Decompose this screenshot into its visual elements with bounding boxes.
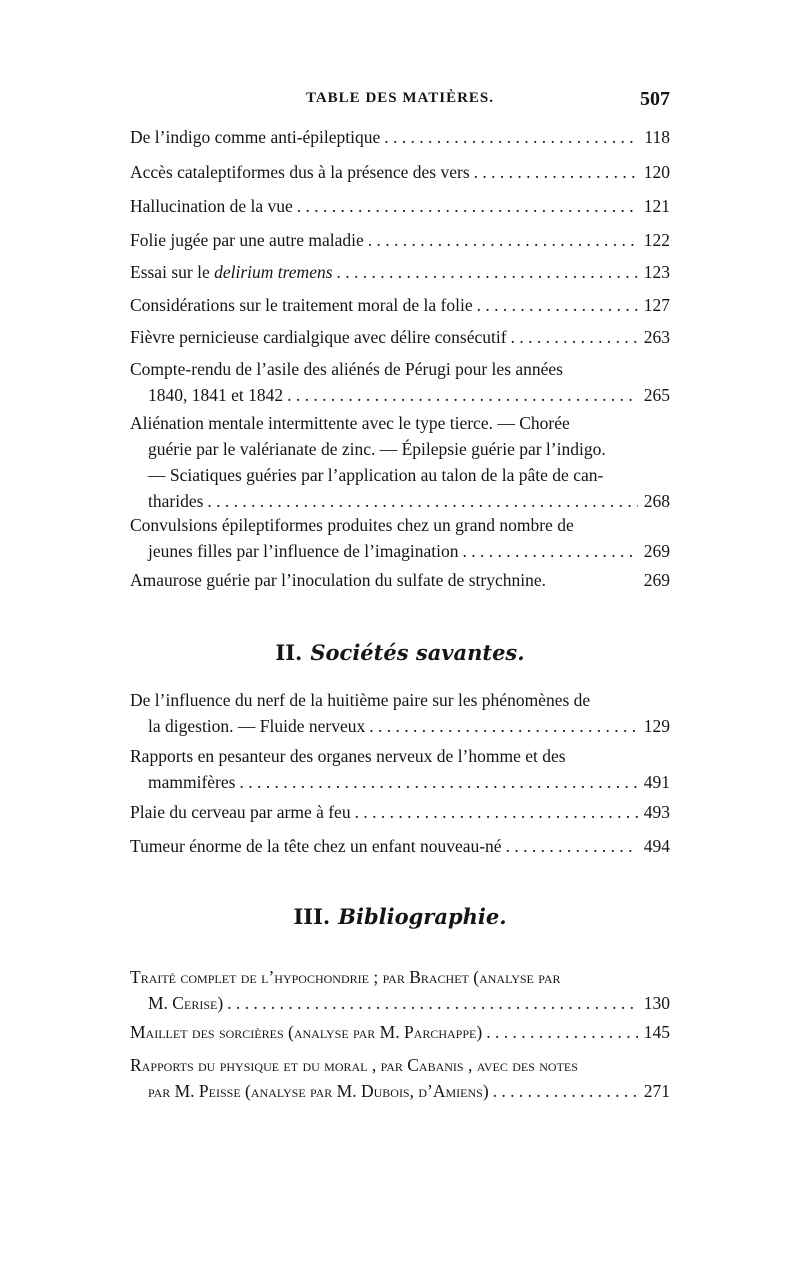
entry-page: 121: [643, 196, 670, 216]
leader-dots: [482, 1019, 638, 1045]
section-title: Sociétés savantes.: [310, 640, 525, 665]
entry-text: Considérations sur le traitement moral de la folie: [130, 295, 473, 315]
section-heading: [130, 640, 670, 665]
entry-page: 269: [643, 570, 670, 590]
entry-page: 118: [644, 127, 670, 147]
leader-dots: [459, 538, 638, 564]
toc-entry: [130, 356, 670, 408]
toc-entry: [130, 567, 670, 593]
section-numeral: II.: [275, 640, 303, 665]
entry-line: mammifères: [148, 772, 236, 792]
entry-page: 123: [643, 262, 670, 282]
entry-text: Folie jugée par une autre maladie: [130, 230, 364, 250]
entry-page: 265: [643, 385, 670, 405]
entry-line: jeunes filles par l’influence de l’imagination: [148, 541, 459, 561]
entry-line: Compte-rendu de l’asile des aliénés de Pérugi pour les années: [130, 359, 563, 379]
entry-line: Traité complet de l’hypochondrie ; par Brachet (analyse par: [130, 967, 561, 987]
leader-dots: [351, 799, 638, 825]
entry-page: 268: [643, 491, 670, 511]
toc-entry: [130, 227, 670, 253]
entry-page: 130: [643, 993, 670, 1013]
leader-dots: [283, 382, 638, 408]
entry-text-before: Essai sur le: [130, 262, 215, 282]
entry-line: Convulsions épileptiformes produites chez un grand nombre de: [130, 515, 574, 535]
entry-line: la digestion. — Fluide nerveux: [148, 716, 366, 736]
toc-entry: [130, 292, 670, 318]
entry-line: Aliénation mentale intermittente avec le type tierce. — Chorée: [130, 413, 570, 433]
running-header: [130, 90, 670, 116]
entry-line: De l’influence du nerf de la huitième paire sur les phénomènes de: [130, 690, 591, 710]
entry-text: De l’indigo comme anti-épileptique: [130, 127, 381, 147]
section-numeral: III.: [293, 904, 331, 929]
toc-entry: [130, 833, 670, 859]
toc-entry: [130, 124, 670, 150]
entry-line: 1840, 1841 et 1842: [148, 385, 284, 405]
entry-text: Plaie du cerveau par arme à feu: [130, 802, 351, 822]
entry-line: Rapports du physique et du moral , par Cabanis , avec des notes: [130, 1055, 578, 1075]
entry-page: 271: [643, 1081, 670, 1101]
toc-entry: [130, 1019, 670, 1045]
toc-entry: [130, 743, 670, 795]
entry-page: 129: [643, 716, 670, 736]
toc-entry: [130, 1052, 670, 1104]
entry-text: Tumeur énorme de la tête chez un enfant nouveau-né: [130, 836, 502, 856]
entry-page: 491: [643, 772, 670, 792]
toc-entry: [130, 193, 670, 219]
entry-text: [130, 259, 333, 285]
entry-page: 122: [643, 230, 670, 250]
leader-dots: [333, 259, 638, 285]
entry-text: Hallucination de la vue: [130, 196, 293, 216]
entry-line: M. Cerise): [148, 993, 224, 1013]
entry-line: par M. Peisse (analyse par M. Dubois, d’Amiens): [148, 1081, 489, 1101]
toc-entry: [130, 324, 670, 350]
toc-entry: [130, 687, 670, 739]
leader-dots: [223, 990, 638, 1016]
section-heading: [130, 904, 670, 929]
toc-entry: [130, 410, 670, 514]
toc-entry: [130, 964, 670, 1016]
toc-entry: [130, 159, 670, 185]
leader-dots: [365, 713, 637, 739]
entry-page: 493: [643, 802, 670, 822]
leader-dots: [364, 227, 638, 253]
entry-text: Fièvre pernicieuse cardialgique avec délire consécutif: [130, 327, 507, 347]
entry-line: guérie par le valérianate de zinc. — Épilepsie guérie par l’indigo.: [148, 439, 606, 459]
entry-page: 494: [643, 836, 670, 856]
leader-dots: [235, 769, 637, 795]
leader-dots: [473, 292, 638, 318]
page-number: 507: [640, 88, 670, 110]
header-title: TABLE DES MATIÈRES.: [305, 90, 495, 106]
entry-page: 269: [643, 541, 670, 561]
toc-entry: [130, 512, 670, 564]
entry-page: 263: [643, 327, 670, 347]
entry-line: Rapports en pesanteur des organes nerveux de l’homme et des: [130, 746, 566, 766]
toc-entry: [130, 259, 670, 285]
entry-text: Accès cataleptiformes dus à la présence des vers: [130, 162, 470, 182]
leader-dots: [470, 159, 638, 185]
leader-dots: [502, 833, 638, 859]
entry-page: 120: [643, 162, 670, 182]
leader-dots: [380, 124, 638, 150]
section-title: Bibliographie.: [338, 904, 507, 929]
entry-page: 145: [643, 1022, 670, 1042]
leader-dots: [203, 488, 637, 514]
entry-text: Maillet des sorcières (analyse par M. Parchappe): [130, 1022, 483, 1042]
toc-entry: [130, 799, 670, 825]
entry-line: — Sciatiques guéries par l’application au talon de la pâte de can-: [148, 465, 604, 485]
entry-text-italic: delirium tremens: [214, 262, 333, 282]
leader-dots: [489, 1078, 638, 1104]
leader-dots: [507, 324, 638, 350]
entry-text: Amaurose guérie par l’inoculation du sulfate de strychnine.: [130, 570, 546, 590]
entry-line: tharides: [148, 491, 204, 511]
leader-dots: [293, 193, 638, 219]
entry-page: 127: [643, 295, 670, 315]
